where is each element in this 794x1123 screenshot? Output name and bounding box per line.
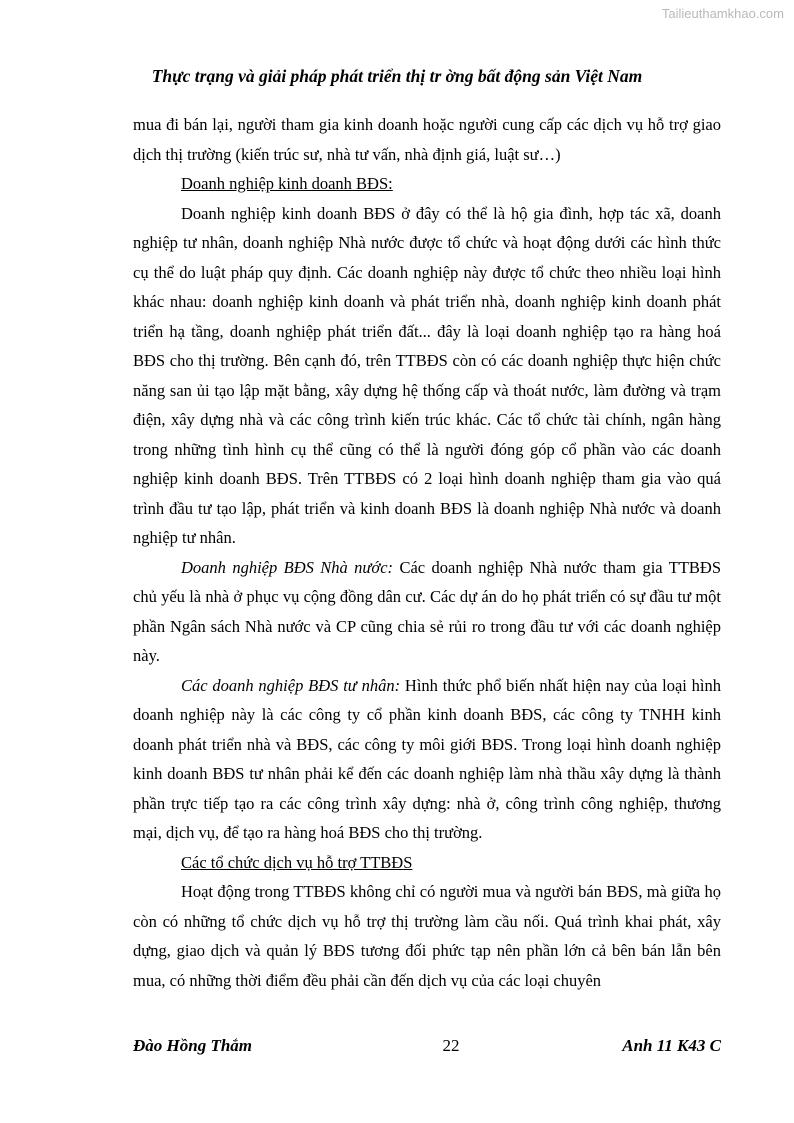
page-footer	[133, 1036, 721, 1058]
page-header-title: Thực trạng và giải pháp phát triển thị tr ờng bất động sản Việt Nam	[151, 66, 643, 86]
section-heading-text: Doanh nghiệp kinh doanh BĐS:	[181, 174, 393, 193]
section-heading-text-support: Các tổ chức dịch vụ hỗ trợ TTBĐS	[181, 852, 413, 872]
section-heading-enterprises	[133, 169, 721, 199]
document-body	[133, 110, 721, 995]
watermark: Tailieuthamkhao.com	[661, 6, 784, 21]
footer-page-number: 22	[442, 1036, 460, 1055]
paragraph-support-services: Hoạt động trong TTBĐS không chỉ có người mua và người bán BĐS, mà giữa họ còn có những tổ chức dịch vụ hỗ trợ thị trường làm cầu nối. Quá trình khai phát, xây dựng, giao dịch và quản lý BĐS tương đối phức tạp nên phần lớn cả bên bán lẫn bên mua, có những thời điểm đều phải cần đến dịch vụ của các loại chuyên	[133, 882, 721, 990]
paragraph-lead-state: Doanh nghiệp BĐS Nhà nước:	[181, 557, 394, 577]
footer-class: Anh 11 K43 C	[622, 1036, 721, 1055]
paragraph-enterprises: Doanh nghiệp kinh doanh BĐS ở đây có thể là hộ gia đình, hợp tác xã, doanh nghiệp tư nhân, doanh nghiệp Nhà nước được tổ chức và hoạt động dưới các hình thức cụ thể do luật pháp quy định. Các doanh nghiệp này được tổ chức theo nhiều loại hình khác nhau: doanh nghiệp kinh doanh và phát triển nhà, doanh nghiệp kinh doanh phát triển hạ tầng, doanh nghiệp phát triển đất... đây là loại doanh nghiệp tạo ra hàng hoá BĐS cho thị trường. Bên cạnh đó, trên TTBĐS còn có các doanh nghiệp thực hiện chức năng san ủi tạo lập mặt bằng, xây dựng hệ thống cấp và thoát nước, làm đường và trạm điện, xây dựng nhà và các công trình kiến trúc khác. Các tổ chức tài chính, ngân hàng trong những tình hình cụ thể cũng có thể là người đóng góp cổ phần vào các doanh nghiệp kinh doanh BĐS. Trên TTBĐS có 2 loại hình doanh nghiệp tham gia vào quá trình đầu tư tạo lập, phát triển và kinh doanh BĐS là doanh nghiệp Nhà nước và doanh nghiệp tư nhân.	[133, 203, 721, 547]
paragraph-lead-private: Các doanh nghiệp BĐS tư nhân:	[181, 675, 401, 695]
paragraph-body-private: Hình thức phổ biến nhất hiện nay của loại hình doanh nghiệp này là các công ty cổ phần kinh doanh BĐS, các công ty TNHH kinh doanh phát triển nhà và BĐS, các công ty môi giới BĐS. Trong loại hình doanh nghiệp kinh doanh BĐS tư nhân phải kể đến các doanh nghiệp làm nhà thầu xây dựng là thành phần trực tiếp tạo ra các công trình xây dựng: nhà ở, công trình công nghiệp, thương mại, dịch vụ, để tạo ra hàng hoá BĐS cho thị trường.	[133, 675, 722, 842]
footer-author: Đào Hồng Thắm	[133, 1036, 253, 1055]
paragraph-state-enterprises	[133, 553, 721, 671]
section-heading-support-services	[133, 848, 721, 878]
paragraph-body-state: Các doanh nghiệp Nhà nước tham gia TTBĐS chủ yếu là nhà ở phục vụ cộng đồng dân cư. Các dự án do họ phát triển có sự đầu tư một phần Ngân sách Nhà nước và CP cũng chia sẻ rủi ro trong đầu tư với các doanh nghiệp này.	[133, 557, 721, 665]
paragraph-private-enterprises	[133, 671, 721, 848]
paragraph-continuation: mua đi bán lại, người tham gia kinh doanh hoặc người cung cấp các dịch vụ hỗ trợ giao dịch thị trường (kiến trúc sư, nhà tư vấn, nhà định giá, luật sư…)	[133, 115, 721, 164]
